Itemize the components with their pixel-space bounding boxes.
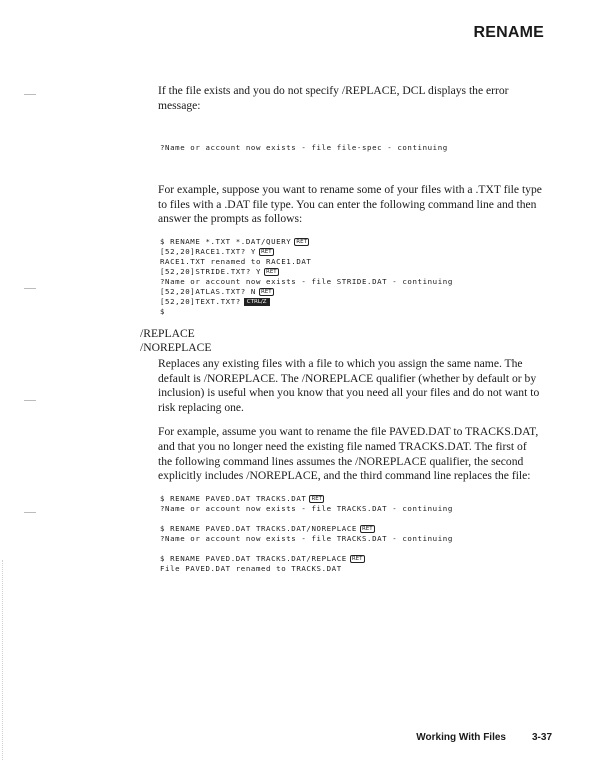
code-text: $ RENAME PAVED.DAT TRACKS.DAT/NOREPLACE (160, 523, 357, 533)
code-line (160, 267, 560, 277)
code-text: ?Name or account now exists - file TRACKS.DAT - continuing (160, 533, 453, 543)
code-example-error (160, 123, 560, 173)
page-header-title: RENAME (473, 24, 544, 41)
code-text: ?Name or account now exists - file STRIDE.DAT - continuing (160, 276, 453, 286)
code-text: [52,20]RACE1.TXT? Y (160, 246, 256, 256)
margin-mark (24, 94, 36, 95)
footer-section-title: Working With Files (416, 732, 506, 743)
code-text: $ RENAME PAVED.DAT TRACKS.DAT (160, 493, 307, 503)
keycap-ret: RET (260, 288, 272, 295)
margin-mark (24, 512, 36, 513)
code-line: ?Name or account now exists - file file-spec - continuing (160, 143, 448, 153)
code-line (160, 524, 560, 534)
keycap-ret: RET (296, 238, 307, 245)
code-text: ?Name or account now exists - file TRACKS.DAT - continuing (160, 503, 453, 513)
code-line (160, 237, 560, 247)
code-line (160, 534, 560, 544)
page-footer (416, 732, 552, 743)
keycap-ret: RET (361, 525, 373, 532)
paragraph-error-intro: If the file exists and you do not specify /REPLACE, DCL displays the error message: (158, 84, 509, 112)
code-line (160, 297, 560, 307)
code-text: [52,20]TEXT.TXT? (160, 296, 241, 306)
code-example-replace (160, 554, 560, 574)
paragraph-replace-description: Replaces any existing files with a file to which you assign the same name. The default is /NOREPLACE. The /NOREPLACE qualifier (whether by default or by inclusion) is useful when you know that you need all your files and do not want to risk replacing one. (158, 356, 540, 414)
margin-mark (24, 288, 36, 289)
code-line (160, 554, 560, 564)
code-text: File PAVED.DAT renamed to TRACKS.DAT (160, 563, 342, 573)
code-text: [52,20]ATLAS.TXT? N (160, 286, 256, 296)
keycap-ret: RET (266, 268, 277, 275)
code-text: RACE1.TXT renamed to RACE1.DAT (160, 256, 312, 266)
code-text: $ RENAME *.TXT *.DAT/QUERY (160, 236, 292, 246)
keycap-ret: RET (311, 495, 323, 502)
code-example-noreplace-default (160, 494, 560, 514)
code-line (160, 307, 560, 317)
paragraph-replace-example: For example, assume you want to rename the file PAVED.DAT to TRACKS.DAT, and that you no longer need the existing file named TRACKS.DAT. The first of the following command lines assumes the /NOREPLACE qualifier, the second explicitly includes /NOREPLACE, and the third command line replaces the file: (158, 425, 539, 483)
code-example-query (160, 237, 560, 317)
qualifier-heading (0, 327, 604, 355)
code-line (160, 247, 560, 257)
code-line (160, 504, 560, 514)
code-line (160, 277, 560, 287)
code-text: $ RENAME PAVED.DAT TRACKS.DAT/REPLACE (160, 553, 347, 563)
qualifier-noreplace: /NOREPLACE (140, 340, 212, 354)
code-line (160, 287, 560, 297)
qualifier-replace: /REPLACE (140, 326, 195, 340)
margin-mark (24, 400, 36, 401)
keycap-ret: RET (260, 248, 272, 255)
keycap-ret: RET (351, 555, 363, 562)
footer-page-number: 3-37 (531, 732, 552, 743)
code-text: [52,20]STRIDE.TXT? Y (160, 266, 261, 276)
binding-edge (2, 560, 4, 760)
page-body (0, 84, 604, 584)
code-example-noreplace-explicit (160, 524, 560, 544)
code-line (160, 257, 560, 267)
paragraph-query-example: For example, suppose you want to rename some of your files with a .TXT file type to files with a .DAT file type. You can enter the following command line and then answer the prompts as follows: (158, 183, 542, 226)
code-line (160, 564, 560, 574)
keycap-ctrl-z: CTRL/Z (244, 298, 270, 306)
code-text: $ (160, 306, 166, 316)
code-line (160, 494, 560, 504)
